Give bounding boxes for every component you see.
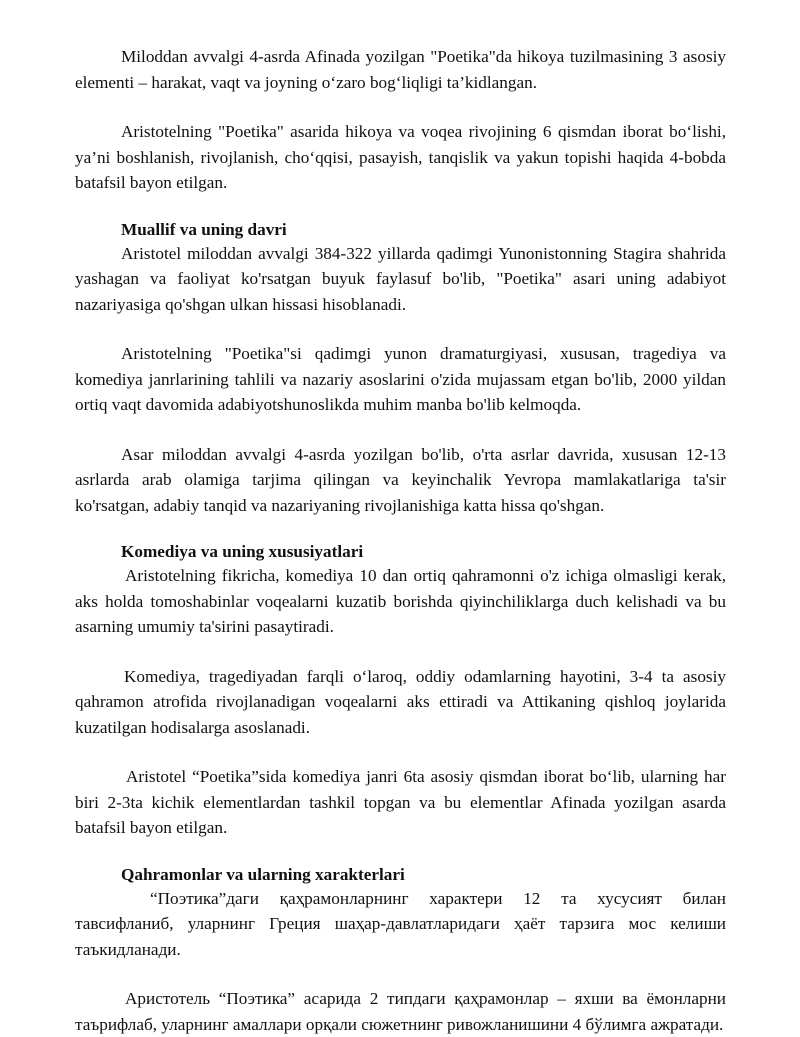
section-heading-comedy: Komediya va uning xususiyatlari <box>121 542 364 561</box>
author-paragraph-2: Aristotelning "Poetika"si qadimgi yunon dramaturgiyasi, xususan, tragediya va komediya janrlarining tahlili va nazariy asoslarini o'zida mujassam etgan bo'lib, 2000 yildan ortiq vaqt davomida adabiyotshunoslikda muhim manba bo'lib kelmoqda. <box>75 344 726 414</box>
comedy-paragraph-3: Aristotel “Poetika”sida komediya janri 6ta asosiy qismdan iborat bo‘lib, ularning har biri 2-3ta kichik elementlardan tashkil topgan va bu elementlar Afinada yozilgan asarda batafsil bayon etilgan. <box>75 767 726 837</box>
heroes-paragraph-2: Аристотель “Поэтика” асарида 2 типдаги қаҳрамонлар – яхши ва ёмонларни таърифлаб, уларнинг амаллари орқали сюжетнинг ривожланишини 4 бўлимга ажратади. <box>75 989 726 1034</box>
comedy-paragraph-1: Aristotelning fikricha, komediya 10 dan ortiq qahramonni o'z ichiga olmasligi kerak, aks holda tomoshabinlar voqealarni kuzatib borishda qiyinchiliklarga duch kelishadi va bu asarning umumiy ta'sirini pasaytiradi. <box>75 566 726 636</box>
document-page <box>75 44 726 1037</box>
comedy-paragraph-2: Komediya, tragediyadan farqli o‘laroq, oddiy odamlarning hayotini, 3-4 ta asosiy qahramon atrofida rivojlanadigan voqealarni aks ettiradi va Attikaning qishloq joylarida kuzatilgan hodisalarga asoslanadi. <box>75 666 726 737</box>
author-paragraph-1: Aristotel miloddan avvalgi 384-322 yillarda qadimgi Yunonistonning Stagira shahrida yashagan va faoliyat ko'rsatgan buyuk faylasuf bo'lib, "Poetika" asari uning adabiyot nazariyasiga qo'shgan ulkan hissasi hisoblanadi. <box>75 243 726 314</box>
section-heading-author: Muallif va uning davri <box>121 219 287 239</box>
intro-paragraph-1: Miloddan avvalgi 4-asrda Afinada yozilgan "Poetika"da hikoya tuzilmasining 3 asosiy elementi – harakat, vaqt va joyning o‘zaro bog‘liqligi ta’kidlangan. <box>75 47 726 92</box>
section-heading-heroes: Qahramonlar va ularning xarakterlari <box>121 864 405 884</box>
author-paragraph-3: Asar miloddan avvalgi 4-asrda yozilgan bo'lib, o'rta asrlar davrida, xususan 12-13 asrlarda arab olamiga tarjima qilingan va keyinchalik Yevropa mamlakatlariga ta'sir ko'rsatgan, adabiy tanqid va nazariyaning rivojlanishiga katta hissa qo'shgan. <box>75 444 726 515</box>
intro-paragraph-2: Aristotelning "Poetika" asarida hikoya va voqea rivojining 6 qismdan iborat bo‘lishi, ya’ni boshlanish, rivojlanish, cho‘qqisi, pasayish, tanqislik va yakun topishi haqida 4-bobda batafsil bayon etilgan. <box>75 122 726 192</box>
heroes-paragraph-1: “Поэтика”даги қаҳрамонларнинг характери 12 та хусусият билан тавсифланиб, уларнинг Греция шаҳар-давлатларидаги ҳаёт тарзига мос келиши таъкидланади. <box>75 888 726 959</box>
